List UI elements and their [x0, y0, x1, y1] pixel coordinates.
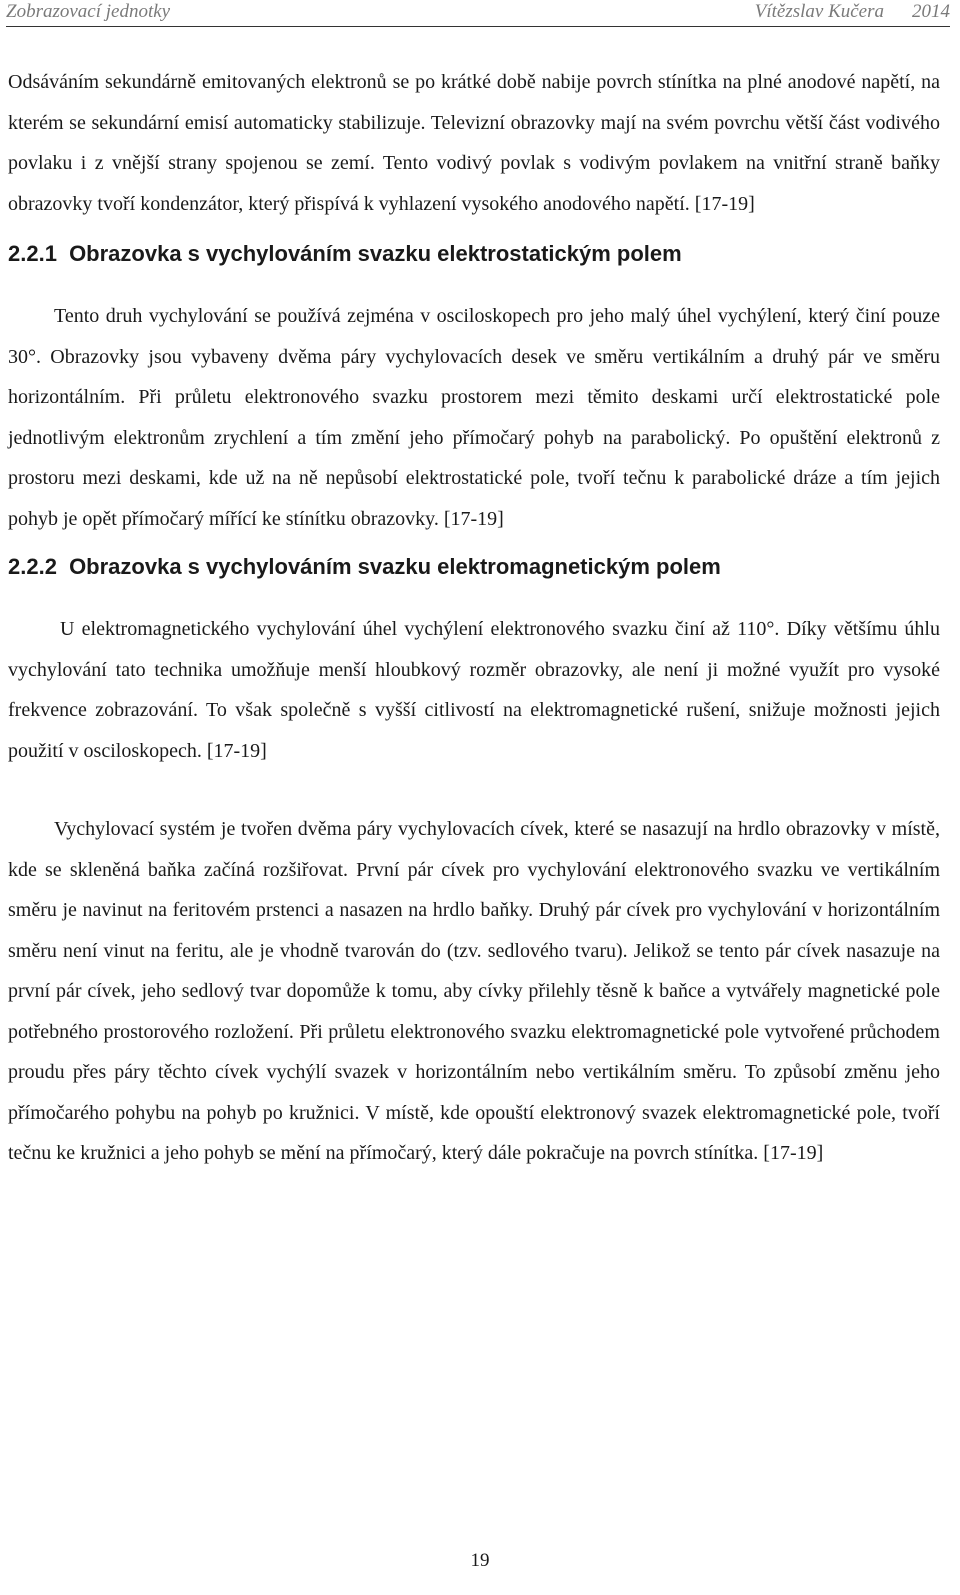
- page-content: [8, 62, 940, 1174]
- section-number: 2.2.1: [8, 241, 57, 266]
- section-heading-2-2-2: [8, 553, 940, 581]
- page-header: [6, 0, 950, 27]
- section-2-2-1-paragraph: Tento druh vychylování se používá zejména v osciloskopech pro jeho malý úhel vychýlení, který činí pouze 30°. Obrazovky jsou vybaveny dvěma páry vychylovacích desek ve směru vertikálním a druhý pár ve směru horizontálním. Při průletu elektronového svazku prostorem mezi těmito deskami určí elektrostatické pole jednotlivým elektronům zrychlení a tím změní jeho přímočarý pohyb na parabolický. Po opuštění elektronů z prostoru mezi deskami, kde už na ně nepůsobí elektrostatické pole, tvoří tečnu k parabolické dráze a tím jejich pohyb je opět přímočarý mířící ke stínítku obrazovky. [17-19]: [8, 305, 940, 530]
- header-document-title: Zobrazovací jednotky: [6, 1, 171, 22]
- section-number: 2.2.2: [8, 554, 57, 579]
- header-author: Vítězslav Kučera: [754, 1, 884, 22]
- intro-paragraph: Odsáváním sekundárně emitovaných elektronů se po krátké době nabije povrch stínítka na plné anodové napětí, na kterém se sekundární emisí automaticky stabilizuje. Televizní obrazovky mají na svém povrchu větší část vodivého povlaku i z vnější strany spojenou se zemí. Tento vodivý povlak s vodivým povlakem na vnitřní straně baňky obrazovky tvoří kondenzátor, který přispívá k vyhlazení vysokého anodového napětí. [17-19]: [8, 71, 940, 215]
- section-2-2-2-paragraph-1: U elektromagnetického vychylování úhel vychýlení elektronového svazku činí až 110°. Díky většímu úhlu vychylování tato technika umožňuje menší hloubkový rozměr obrazovky, ale není ji možné využít pro vysoké frekvence zobrazování. To však společně s vyšší citlivostí na elektromagnetické rušení, snižuje možnosti jejich použití v osciloskopech. [17-19]: [8, 618, 940, 762]
- section-heading-2-2-1: [8, 240, 940, 268]
- page-number: 19: [470, 1550, 490, 1571]
- section-title: Obrazovka s vychylováním svazku elektromagnetickým polem: [69, 554, 721, 579]
- section-2-2-2-paragraph-2: Vychylovací systém je tvořen dvěma páry vychylovacích cívek, které se nasazují na hrdlo obrazovky v místě, kde se skleněná baňka začíná rozšiřovat. První pár cívek pro vychylování elektronového svazku ve vertikálním směru je navinut na feritovém prstenci a nasazen na hrdlo baňky. Druhý pár cívek pro vychylování v horizontálním směru není vinut na feritu, ale je vhodně tvarován do (tzv. sedlového tvaru). Jelikož se tento pár cívek nasazuje na první pár cívek, jeho sedlový tvar dopomůže k tomu, aby cívky přilehly těsně k baňce a vytvářely magnetické pole potřebného prostorového rozložení. Při průletu elektronového svazku elektromagnetické pole vytvořené průchodem proudu přes páry těchto cívek vychýlí svazek v horizontálním nebo vertikálním směru. To způsobí změnu jeho přímočarého pohybu na pohyb po kružnici. V místě, kde opouští elektronový svazek elektromagnetické pole, tvoří tečnu ke kružnici a jeho pohyb se mění na přímočarý, který dále pokračuje na povrch stínítka. [17-19]: [8, 818, 940, 1164]
- section-title: Obrazovka s vychylováním svazku elektrostatickým polem: [69, 241, 682, 266]
- header-year: 2014: [912, 1, 950, 22]
- header-author-year: [755, 1, 950, 23]
